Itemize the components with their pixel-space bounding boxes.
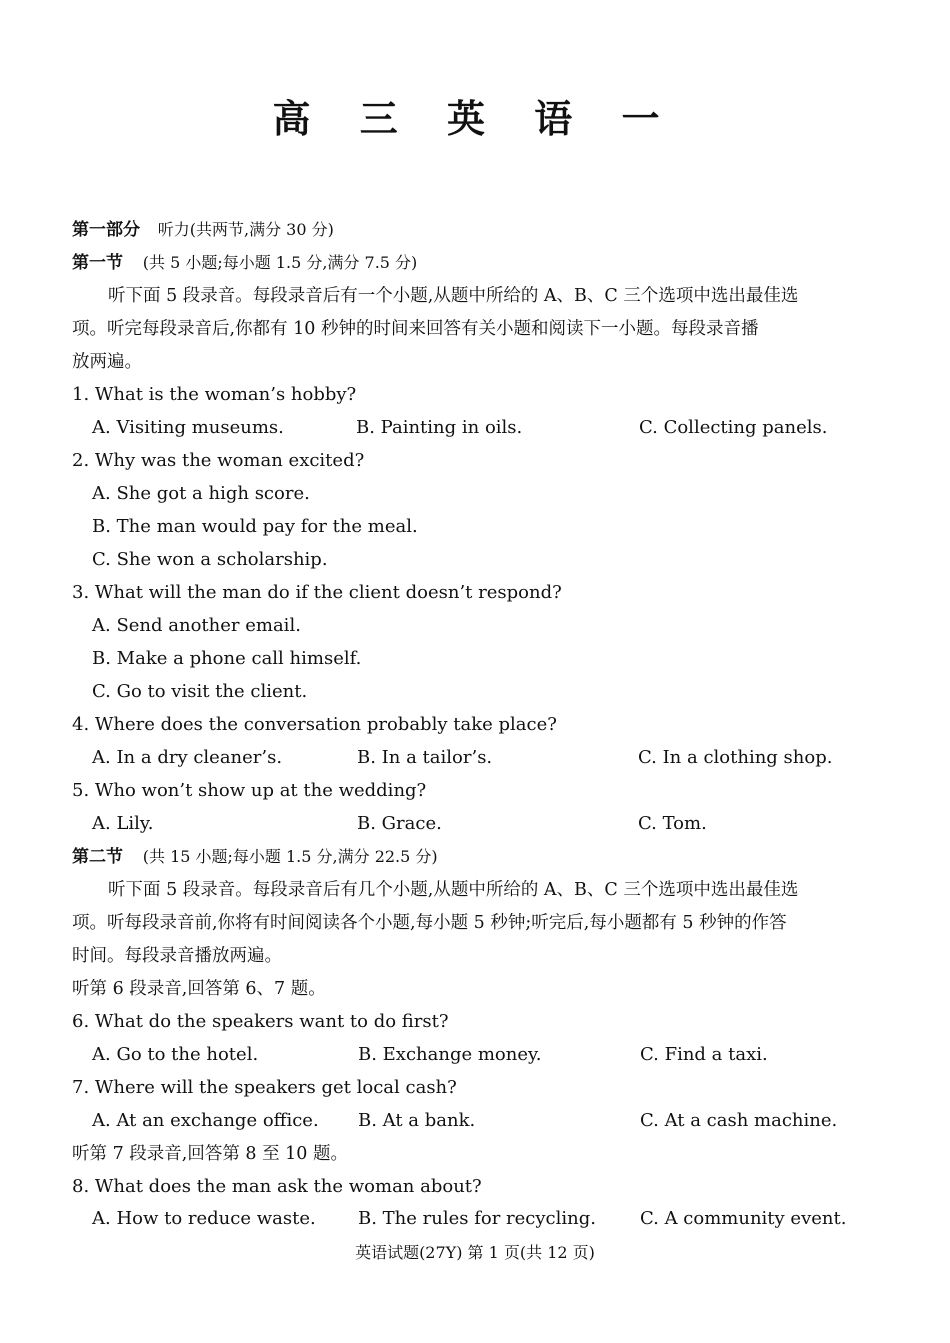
q2-option-c: C. She won a scholarship. <box>92 549 328 570</box>
section2-label: 第二节 <box>72 847 123 867</box>
part1-heading <box>72 218 334 242</box>
q6-option-b: B. Exchange money. <box>358 1044 542 1065</box>
q2-option-b: B. The man would pay for the meal. <box>92 516 418 537</box>
section1-label: 第一节 <box>72 253 123 273</box>
q3-option-c: C. Go to visit the client. <box>92 681 308 702</box>
section1-heading <box>72 251 417 275</box>
question-6: 6. What do the speakers want to do first? <box>72 1011 449 1032</box>
question-7: 7. Where will the speakers get local cash? <box>72 1077 457 1098</box>
q6-option-a: A. Go to the hotel. <box>92 1044 259 1065</box>
q1-option-a: A. Visiting museums. <box>92 417 284 438</box>
section2-instruction-1: 听下面 5 段录音。每段录音后有几个小题,从题中所给的 A、B、C 三个选项中选出最佳选 <box>108 880 799 900</box>
audio-6-instruction: 听第 6 段录音,回答第 6、7 题。 <box>72 979 326 999</box>
q4-option-b: B. In a tailor’s. <box>357 747 493 768</box>
q6-option-c: C. Find a taxi. <box>640 1044 768 1065</box>
page-footer: 英语试题(27Y) 第 1 页(共 12 页) <box>355 1243 595 1262</box>
question-2: 2. Why was the woman excited? <box>72 450 365 471</box>
question-4: 4. Where does the conversation probably take place? <box>72 714 557 735</box>
q7-option-b: B. At a bank. <box>358 1110 476 1131</box>
section1-instruction-3: 放两遍。 <box>72 352 142 372</box>
part1-label: 第一部分 <box>72 220 140 240</box>
q4-option-c: C. In a clothing shop. <box>638 747 833 768</box>
question-8: 8. What does the man ask the woman about? <box>72 1176 482 1197</box>
q7-option-a: A. At an exchange office. <box>92 1110 319 1131</box>
q4-option-a: A. In a dry cleaner’s. <box>92 747 283 768</box>
q5-option-a: A. Lily. <box>92 813 154 834</box>
section2-instruction-2: 项。听每段录音前,你将有时间阅读各个小题,每小题 5 秒钟;听完后,每小题都有 5 秒钟的作答 <box>72 913 787 933</box>
q8-option-b: B. The rules for recycling. <box>358 1208 596 1229</box>
question-5: 5. Who won’t show up at the wedding? <box>72 780 427 801</box>
q7-option-c: C. At a cash machine. <box>640 1110 838 1131</box>
q3-option-a: A. Send another email. <box>92 615 301 636</box>
question-1: 1. What is the woman’s hobby? <box>72 384 357 405</box>
audio-7-instruction: 听第 7 段录音,回答第 8 至 10 题。 <box>72 1144 348 1164</box>
section2-detail: (共 15 小题;每小题 1.5 分,满分 22.5 分) <box>142 847 438 866</box>
question-3: 3. What will the man do if the client doesn’t respond? <box>72 582 562 603</box>
q1-option-b: B. Painting in oils. <box>356 417 523 438</box>
section2-heading <box>72 845 438 869</box>
page-title: 高 三 英 语 一 <box>272 97 678 141</box>
part1-detail: 听力(共两节,满分 30 分) <box>157 220 334 239</box>
q5-option-c: C. Tom. <box>638 813 707 834</box>
q3-option-b: B. Make a phone call himself. <box>92 648 362 669</box>
q1-option-c: C. Collecting panels. <box>639 417 828 438</box>
q8-option-a: A. How to reduce waste. <box>92 1208 316 1229</box>
section1-instruction-1: 听下面 5 段录音。每段录音后有一个小题,从题中所给的 A、B、C 三个选项中选出最佳选 <box>108 286 799 306</box>
q8-option-c: C. A community event. <box>640 1208 847 1229</box>
q5-option-b: B. Grace. <box>357 813 442 834</box>
q2-option-a: A. She got a high score. <box>92 483 310 504</box>
section1-detail: (共 5 小题;每小题 1.5 分,满分 7.5 分) <box>142 253 418 272</box>
section2-instruction-3: 时间。每段录音播放两遍。 <box>72 946 282 966</box>
section1-instruction-2: 项。听完每段录音后,你都有 10 秒钟的时间来回答有关小题和阅读下一小题。每段录音播 <box>72 319 759 339</box>
